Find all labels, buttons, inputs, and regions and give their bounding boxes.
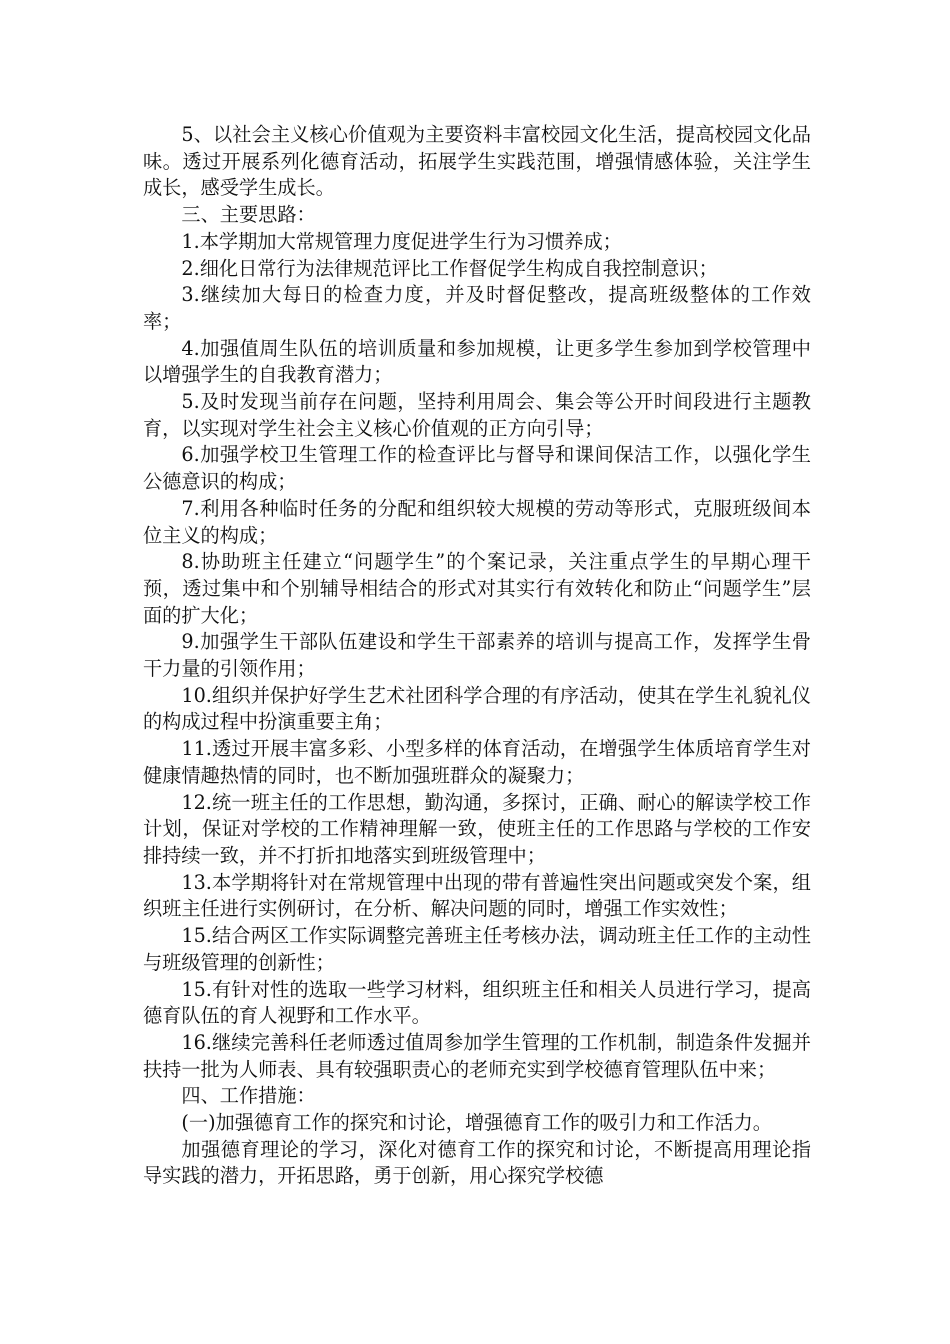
paragraph-item-6: 6.加强学校卫生管理工作的检查评比与督导和课间保洁工作，以强化学生公德意识的构成；: [143, 443, 811, 494]
paragraph-item-16: 16.继续完善科任老师透过值周参加学生管理的工作机制，制造条件发掘并扶持一批为人师表、具有较强职责心的老师充实到学校德育管理队伍中来；: [143, 1030, 811, 1081]
paragraph-item-12: 12.统一班主任的工作思想，勤沟通，多探讨，正确、耐心的解读学校工作计划，保证对学校的工作精神理解一致，使班主任的工作思路与学校的工作安排持续一致，并不打折扣地落实到班级管理中；: [143, 790, 811, 867]
paragraph-measure-1-body: 加强德育理论的学习，深化对德育工作的探究和讨论，不断提高用理论指导实践的潜力，开拓思路，勇于创新，用心探究学校德: [143, 1137, 811, 1188]
paragraph-item-15b: 15.有针对性的选取一些学习材料，组织班主任和相关人员进行学习，提高德育队伍的育人视野和工作水平。: [143, 977, 811, 1028]
paragraph-item-3: 3.继续加大每日的检查力度，并及时督促整改，提高班级整体的工作效率；: [143, 283, 811, 333]
paragraph-item-7: 7.利用各种临时任务的分配和组织较大规模的劳动等形式，克服班级间本位主义的构成；: [143, 496, 811, 547]
paragraph-item-8: 8.协助班主任建立“问题学生”的个案记录，关注重点学生的早期心理干预，透过集中和个别辅导相结合的形式对其实行有效转化和防止“问题学生”层面的扩大化；: [143, 550, 811, 627]
paragraph-item-4: 4.加强值周生队伍的培训质量和参加规模，让更多学生参加到学校管理中以增强学生的自我教育潜力；: [143, 336, 811, 387]
paragraph-item-15a: 15.结合两区工作实际调整完善班主任考核办法，调动班主任工作的主动性与班级管理的创新性；: [143, 924, 811, 974]
paragraph-item-9: 9.加强学生干部队伍建设和学生干部素养的培训与提高工作，发挥学生骨干力量的引领作用；: [143, 630, 811, 681]
paragraph-item-11: 11.透过开展丰富多彩、小型多样的体育活动，在增强学生体质培育学生对健康情趣热情的同时，也不断加强班群众的凝聚力；: [143, 737, 811, 787]
heading-work-measures: 四、工作措施：: [181, 1084, 316, 1108]
paragraph-item-5: 5.及时发现当前存在问题，坚持利用周会、集会等公开时间段进行主题教育，以实现对学生社会主义核心价值观的正方向引导；: [143, 390, 811, 440]
document-body: [143, 122, 811, 1190]
paragraph-item-2: 2.细化日常行为法律规范评比工作督促学生构成自我控制意识；: [181, 256, 718, 280]
paragraph-core-values: 5、以社会主义核心价值观为主要资料丰富校园文化生活，提高校园文化品味。透过开展系列化德育活动，拓展学生实践范围，增强情感体验，关注学生成长，感受学生成长。: [143, 123, 811, 200]
paragraph-item-1: 1.本学期加大常规管理力度促进学生行为习惯养成；: [181, 229, 622, 253]
subheading-measure-1: (一)加强德育工作的探究和讨论，增强德育工作的吸引力和工作活力。: [181, 1111, 772, 1135]
heading-main-ideas: 三、主要思路：: [181, 203, 316, 227]
paragraph-item-10: 10.组织并保护好学生艺术社团科学合理的有序活动，使其在学生礼貌礼仪的构成过程中扮演重要主角；: [143, 683, 811, 734]
paragraph-item-13: 13.本学期将针对在常规管理中出现的带有普遍性突出问题或突发个案，组织班主任进行实例研讨，在分析、解决问题的同时，增强工作实效性；: [143, 870, 811, 921]
